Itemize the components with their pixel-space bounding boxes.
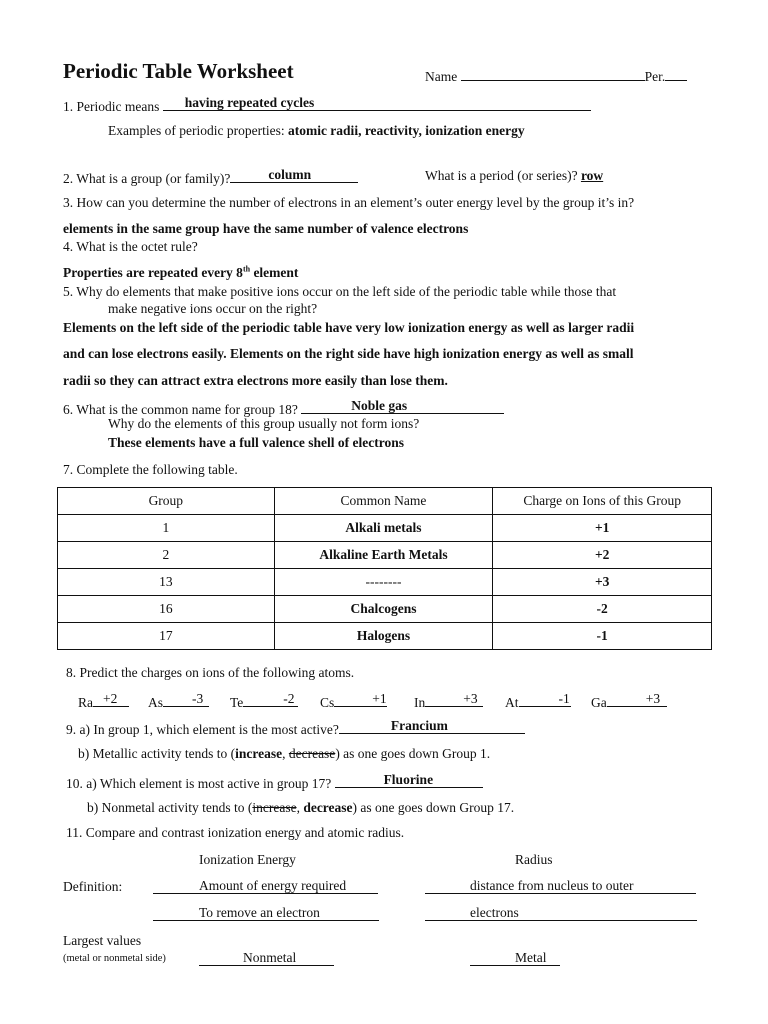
question-1	[63, 96, 591, 115]
q10-answer-blank[interactable]	[335, 773, 483, 788]
per-label: Per.	[644, 69, 666, 84]
table-cell-charge: +2	[493, 542, 712, 569]
page-title: Periodic Table Worksheet	[63, 59, 294, 83]
atom-charge: -3	[192, 691, 204, 706]
question-9a	[66, 719, 525, 738]
q11-col-radius: Radius	[515, 852, 553, 867]
q4-answer-pre: Properties are repeated every 8	[63, 265, 243, 280]
question-2-period	[425, 168, 603, 184]
charge-blank[interactable]	[334, 692, 387, 707]
q11-r-largest	[470, 951, 560, 970]
question-4: 4. What is the octet rule?	[63, 239, 198, 254]
q11-ie-largest	[199, 951, 334, 970]
q6-answer-blank[interactable]	[301, 399, 504, 414]
charge-blank[interactable]	[607, 692, 667, 707]
table-cell-group: 13	[58, 569, 275, 596]
question-8: 8. Predict the charges on ions of the following atoms.	[66, 665, 355, 680]
ie-def-text: To remove an electron	[199, 905, 320, 920]
q11-definition-label: Definition:	[63, 879, 123, 894]
q11-largest-sub: (metal or nonmetal side)	[63, 953, 166, 964]
q2-period-text: What is a period (or series)?	[425, 168, 578, 183]
q10b-sep: ,	[296, 800, 300, 815]
q8-atom-ra	[78, 692, 129, 711]
q1-text: 1. Periodic means	[63, 99, 160, 114]
atom-symbol: Te	[230, 695, 244, 710]
q2-answer: column	[268, 167, 312, 182]
atom-symbol: In	[414, 695, 426, 710]
atom-charge: -2	[283, 691, 295, 706]
atom-symbol: Ra	[78, 695, 93, 710]
table-cell-charge: -2	[493, 596, 712, 623]
table-cell-charge: -1	[493, 623, 712, 650]
atom-charge: -1	[558, 691, 570, 706]
ie-largest-blank[interactable]	[199, 951, 334, 966]
q2-answer-blank[interactable]	[230, 168, 358, 183]
q4-answer-sup: th	[242, 264, 251, 274]
q8-atom-as	[148, 692, 209, 711]
table-row	[58, 515, 712, 542]
q10-answer: Fluorine	[383, 772, 434, 787]
q11-ie-def-1	[153, 879, 378, 898]
atom-symbol: Cs	[320, 695, 335, 710]
atom-symbol: At	[505, 695, 519, 710]
ion-charge-table	[57, 487, 712, 650]
question-3: 3. How can you determine the number of electrons in an element’s outer energy level by the group it’s in?	[63, 195, 635, 210]
r-def-text: electrons	[470, 905, 519, 920]
q9b-pre: b) Metallic activity tends to (	[78, 746, 236, 761]
q11-largest-label: Largest values	[63, 933, 142, 948]
table-header-cell: Charge on Ions of this Group	[493, 488, 712, 515]
r-largest-blank[interactable]	[470, 951, 560, 966]
q9b-increase: increase	[235, 746, 283, 761]
q1-answer-blank[interactable]	[163, 96, 591, 111]
charge-blank[interactable]	[163, 692, 209, 707]
question-10b	[87, 800, 514, 816]
r-def-blank[interactable]	[425, 906, 697, 921]
table-row	[58, 596, 712, 623]
q9-answer: Francium	[390, 718, 448, 733]
q9b-post: ) as one goes down Group 1.	[335, 746, 491, 761]
q11-r-def-2	[425, 906, 697, 925]
ie-largest-text: Nonmetal	[243, 950, 297, 965]
q9-answer-blank[interactable]	[339, 719, 525, 734]
q4-answer	[63, 265, 298, 281]
charge-blank[interactable]	[243, 692, 298, 707]
q9-text: 9. a) In group 1, which element is the most active?	[66, 722, 339, 737]
q10b-decrease: decrease	[303, 800, 353, 815]
charge-blank[interactable]	[425, 692, 483, 707]
q11-ie-def-2	[153, 906, 379, 925]
r-largest-text: Metal	[515, 950, 547, 965]
atom-charge: +2	[103, 691, 118, 706]
name-blank[interactable]	[461, 66, 645, 81]
q5-answer-line1: Elements on the left side of the periodic table have very low ionization energy as well as larger radii	[63, 320, 635, 335]
r-def-blank[interactable]	[425, 879, 696, 894]
table-cell-group: 1	[58, 515, 275, 542]
q8-atom-in	[414, 692, 483, 711]
q2-period-answer: row	[580, 168, 604, 183]
q5-answer-line2: and can lose electrons easily. Elements on the right side have high ionization energy as well as small	[63, 346, 634, 361]
q6-sub-question: Why do the elements of this group usually not form ions?	[108, 416, 420, 431]
q9b-sep: ,	[282, 746, 286, 761]
table-row	[58, 569, 712, 596]
q5-answer-line3: radii so they can attract extra electrons more easily than lose them.	[63, 373, 448, 388]
table-cell-name: --------	[274, 569, 493, 596]
question-10a	[66, 773, 483, 792]
charge-blank[interactable]	[93, 692, 129, 707]
question-9b	[78, 746, 490, 762]
q1-examples-label: Examples of periodic properties:	[108, 123, 285, 138]
table-header-cell: Group	[58, 488, 275, 515]
r-def-text: distance from nucleus to outer	[470, 878, 634, 893]
q11-r-def-1	[425, 879, 696, 898]
q6-sub-answer: These elements have a full valence shell of electrons	[108, 435, 404, 450]
q9b-decrease: decrease	[288, 746, 336, 761]
question-11: 11. Compare and contrast ionization energy and atomic radius.	[66, 825, 405, 840]
question-2	[63, 168, 358, 187]
q10-text: 10. a) Which element is most active in group 17?	[66, 776, 332, 791]
q10b-increase: increase	[252, 800, 297, 815]
ie-def-text: Amount of energy required	[199, 878, 347, 893]
q6-answer: Noble gas	[351, 398, 408, 413]
table-cell-group: 17	[58, 623, 275, 650]
table-header-row	[58, 488, 712, 515]
atom-symbol: Ga	[591, 695, 607, 710]
q4-answer-post: element	[253, 265, 299, 280]
q8-atom-te	[230, 692, 298, 711]
q8-atom-ga	[591, 692, 667, 711]
question-7: 7. Complete the following table.	[63, 462, 238, 477]
table-cell-name: Alkali metals	[274, 515, 493, 542]
table-cell-name: Alkaline Earth Metals	[274, 542, 493, 569]
table-cell-name: Chalcogens	[274, 596, 493, 623]
q8-atom-at	[505, 692, 571, 711]
q1-examples-answer: atomic radii, reactivity, ionization energy	[287, 123, 525, 138]
q8-atom-cs	[320, 692, 387, 711]
table-cell-group: 16	[58, 596, 275, 623]
q11-col-ionization: Ionization Energy	[199, 852, 296, 867]
question-5-line1: 5. Why do elements that make positive ions occur on the left side of the periodic table while those that	[63, 284, 617, 299]
q3-answer: elements in the same group have the same number of valence electrons	[63, 221, 469, 236]
question-5-line2: make negative ions occur on the right?	[108, 301, 318, 316]
q2-text: 2. What is a group (or family)?	[63, 171, 231, 186]
atom-charge: +1	[372, 691, 387, 706]
name-field[interactable]	[425, 66, 687, 85]
atom-charge: +3	[645, 691, 661, 706]
table-header-cell: Common Name	[274, 488, 493, 515]
table-cell-charge: +3	[493, 569, 712, 596]
q1-examples	[108, 123, 525, 139]
q10b-post: ) as one goes down Group 17.	[352, 800, 515, 815]
ie-def-blank[interactable]	[153, 906, 379, 921]
ie-def-blank[interactable]	[153, 879, 378, 894]
charge-blank[interactable]	[519, 692, 571, 707]
q10b-pre: b) Nonmetal activity tends to (	[87, 800, 253, 815]
q6-text: 6. What is the common name for group 18?	[63, 402, 298, 417]
table-cell-group: 2	[58, 542, 275, 569]
table-row	[58, 623, 712, 650]
table-row	[58, 542, 712, 569]
table-cell-name: Halogens	[274, 623, 493, 650]
atom-charge: +3	[463, 691, 478, 706]
atom-symbol: As	[148, 695, 164, 710]
q1-answer: having repeated cycles	[184, 95, 315, 110]
per-blank[interactable]	[665, 66, 687, 81]
table-cell-charge: +1	[493, 515, 712, 542]
name-label: Name	[425, 69, 458, 84]
